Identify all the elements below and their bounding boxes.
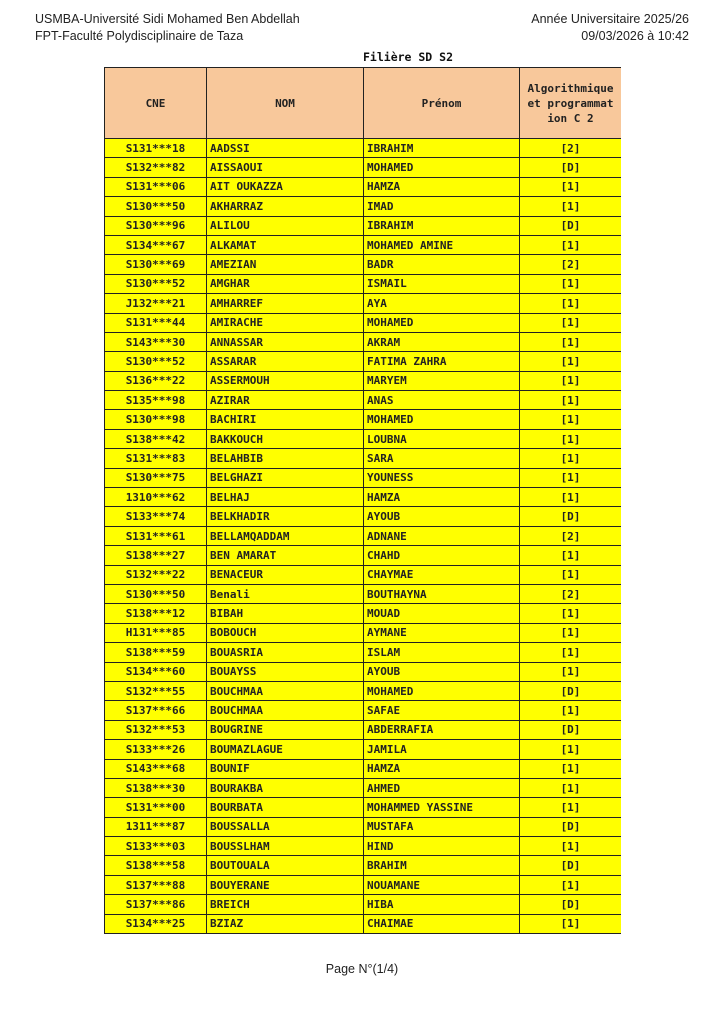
cell-prenom: BOUTHAYNA xyxy=(364,584,520,603)
cell-grade: [1] xyxy=(520,313,622,332)
cell-grade: [1] xyxy=(520,701,622,720)
cell-cne: S132***55 xyxy=(105,681,207,700)
print-datetime: 09/03/2026 à 10:42 xyxy=(581,29,689,43)
cell-grade: [D] xyxy=(520,895,622,914)
cell-prenom: AHMED xyxy=(364,778,520,797)
cell-prenom: ISLAM xyxy=(364,643,520,662)
cell-nom: BAKKOUCH xyxy=(207,429,364,448)
table-row xyxy=(105,216,622,235)
cell-prenom: NOUAMANE xyxy=(364,875,520,894)
cell-grade: [1] xyxy=(520,429,622,448)
cell-nom: AMHARREF xyxy=(207,294,364,313)
cell-prenom: SARA xyxy=(364,449,520,468)
cell-nom: ASSARAR xyxy=(207,352,364,371)
cell-cne: S137***66 xyxy=(105,701,207,720)
cell-cne: S131***00 xyxy=(105,798,207,817)
table-row xyxy=(105,546,622,565)
table-row xyxy=(105,914,622,933)
table-row xyxy=(105,507,622,526)
date-header xyxy=(531,11,689,45)
cell-prenom: HAMZA xyxy=(364,177,520,196)
cell-nom: BENACEUR xyxy=(207,565,364,584)
cell-nom: AMEZIAN xyxy=(207,255,364,274)
cell-cne: S130***98 xyxy=(105,410,207,429)
cell-grade: [1] xyxy=(520,235,622,254)
cell-grade: [2] xyxy=(520,255,622,274)
cell-prenom: JAMILA xyxy=(364,740,520,759)
table-body xyxy=(105,139,622,934)
cell-nom: BELGHAZI xyxy=(207,468,364,487)
page-number: Page N°(1/4) xyxy=(325,962,399,976)
cell-nom: BOUCHMAA xyxy=(207,681,364,700)
table-row xyxy=(105,488,622,507)
cell-cne: S133***74 xyxy=(105,507,207,526)
cell-prenom: IBRAHIM xyxy=(364,139,520,158)
cell-prenom: CHAIMAE xyxy=(364,914,520,933)
cell-nom: BIBAH xyxy=(207,604,364,623)
cell-grade: [1] xyxy=(520,332,622,351)
table-row xyxy=(105,701,622,720)
column-header-nom: NOM xyxy=(207,68,364,139)
cell-cne: S134***67 xyxy=(105,235,207,254)
cell-prenom: MUSTAFA xyxy=(364,817,520,836)
table-row xyxy=(105,681,622,700)
cell-grade: [1] xyxy=(520,410,622,429)
cell-cne: S137***88 xyxy=(105,875,207,894)
cell-prenom: AYOUB xyxy=(364,662,520,681)
table-row xyxy=(105,235,622,254)
cell-prenom: MOHAMED AMINE xyxy=(364,235,520,254)
cell-prenom: MOUAD xyxy=(364,604,520,623)
table-row xyxy=(105,798,622,817)
cell-grade: [D] xyxy=(520,856,622,875)
table-row xyxy=(105,139,622,158)
cell-prenom: HAMZA xyxy=(364,759,520,778)
cell-prenom: HIND xyxy=(364,837,520,856)
cell-nom: BOUGRINE xyxy=(207,720,364,739)
cell-nom: AZIRAR xyxy=(207,391,364,410)
cell-cne: S138***59 xyxy=(105,643,207,662)
cell-cne: S130***75 xyxy=(105,468,207,487)
cell-cne: S131***06 xyxy=(105,177,207,196)
table-row xyxy=(105,584,622,603)
cell-cne: S131***83 xyxy=(105,449,207,468)
cell-prenom: MARYEM xyxy=(364,371,520,390)
cell-nom: BZIAZ xyxy=(207,914,364,933)
cell-grade: [D] xyxy=(520,817,622,836)
cell-nom: AISSAOUI xyxy=(207,158,364,177)
cell-prenom: LOUBNA xyxy=(364,429,520,448)
cell-grade: [1] xyxy=(520,449,622,468)
cell-grade: [D] xyxy=(520,158,622,177)
table-row xyxy=(105,604,622,623)
cell-grade: [1] xyxy=(520,914,622,933)
cell-cne: S136***22 xyxy=(105,371,207,390)
cell-cne: S143***30 xyxy=(105,332,207,351)
cell-grade: [1] xyxy=(520,371,622,390)
cell-cne: S135***98 xyxy=(105,391,207,410)
cell-nom: AADSSI xyxy=(207,139,364,158)
cell-nom: BOUASRIA xyxy=(207,643,364,662)
table-row xyxy=(105,643,622,662)
cell-nom: BELKHADIR xyxy=(207,507,364,526)
cell-prenom: CHAHD xyxy=(364,546,520,565)
cell-nom: BACHIRI xyxy=(207,410,364,429)
table-row xyxy=(105,817,622,836)
cell-cne: S138***30 xyxy=(105,778,207,797)
table-row xyxy=(105,294,622,313)
cell-prenom: FATIMA ZAHRA xyxy=(364,352,520,371)
faculty-name: FPT-Faculté Polydisciplinaire de Taza xyxy=(35,29,244,43)
table-row xyxy=(105,158,622,177)
table-row xyxy=(105,856,622,875)
cell-cne: S132***53 xyxy=(105,720,207,739)
cell-grade: [1] xyxy=(520,875,622,894)
cell-cne: S138***12 xyxy=(105,604,207,623)
column-header-prenom: Prénom xyxy=(364,68,520,139)
table-row xyxy=(105,255,622,274)
cell-nom: AMGHAR xyxy=(207,274,364,293)
cell-grade: [1] xyxy=(520,623,622,642)
table-row xyxy=(105,895,622,914)
results-table xyxy=(104,67,621,934)
cell-cne: S133***26 xyxy=(105,740,207,759)
institution-header xyxy=(35,11,300,45)
cell-nom: BOUSSLHAM xyxy=(207,837,364,856)
cell-cne: S137***86 xyxy=(105,895,207,914)
cell-cne: S132***22 xyxy=(105,565,207,584)
table-row xyxy=(105,391,622,410)
cell-cne: S134***60 xyxy=(105,662,207,681)
table-row xyxy=(105,410,622,429)
cell-prenom: MOHAMED xyxy=(364,158,520,177)
cell-grade: [1] xyxy=(520,197,622,216)
cell-cne: S130***52 xyxy=(105,274,207,293)
cell-nom: BOBOUCH xyxy=(207,623,364,642)
cell-prenom: HIBA xyxy=(364,895,520,914)
cell-prenom: SAFAE xyxy=(364,701,520,720)
table-row xyxy=(105,449,622,468)
cell-grade: [1] xyxy=(520,643,622,662)
cell-grade: [1] xyxy=(520,798,622,817)
cell-nom: Benali xyxy=(207,584,364,603)
cell-cne: S131***44 xyxy=(105,313,207,332)
cell-grade: [2] xyxy=(520,139,622,158)
cell-cne: 1310***62 xyxy=(105,488,207,507)
column-header-algorithmique xyxy=(520,68,622,139)
cell-nom: BOUAYSS xyxy=(207,662,364,681)
cell-grade: [1] xyxy=(520,740,622,759)
cell-cne: 1311***87 xyxy=(105,817,207,836)
table-row xyxy=(105,837,622,856)
table-row xyxy=(105,313,622,332)
cell-nom: BOUTOUALA xyxy=(207,856,364,875)
cell-cne: S130***52 xyxy=(105,352,207,371)
table-row xyxy=(105,332,622,351)
table-row xyxy=(105,177,622,196)
table-header-row xyxy=(105,68,622,139)
cell-cne: S143***68 xyxy=(105,759,207,778)
cell-cne: S138***27 xyxy=(105,546,207,565)
cell-nom: BELLAMQADDAM xyxy=(207,526,364,545)
cell-prenom: YOUNESS xyxy=(364,468,520,487)
cell-grade: [1] xyxy=(520,294,622,313)
cell-prenom: BADR xyxy=(364,255,520,274)
cell-grade: [1] xyxy=(520,468,622,487)
table-row xyxy=(105,662,622,681)
cell-nom: ALKAMAT xyxy=(207,235,364,254)
cell-nom: BOUMAZLAGUE xyxy=(207,740,364,759)
cell-cne: H131***85 xyxy=(105,623,207,642)
cell-prenom: MOHAMMED YASSINE xyxy=(364,798,520,817)
cell-nom: ANNASSAR xyxy=(207,332,364,351)
cell-prenom: HAMZA xyxy=(364,488,520,507)
cell-nom: ASSERMOUH xyxy=(207,371,364,390)
cell-cne: S130***50 xyxy=(105,584,207,603)
cell-nom: AMIRACHE xyxy=(207,313,364,332)
cell-prenom: MOHAMED xyxy=(364,313,520,332)
table-row xyxy=(105,526,622,545)
table-row xyxy=(105,720,622,739)
cell-nom: AKHARRAZ xyxy=(207,197,364,216)
table-row xyxy=(105,623,622,642)
cell-nom: BREICH xyxy=(207,895,364,914)
cell-nom: BOUSSALLA xyxy=(207,817,364,836)
cell-nom: BOUYERANE xyxy=(207,875,364,894)
cell-cne: S133***03 xyxy=(105,837,207,856)
cell-prenom: CHAYMAE xyxy=(364,565,520,584)
table-row xyxy=(105,197,622,216)
table-row xyxy=(105,759,622,778)
cell-cne: J132***21 xyxy=(105,294,207,313)
cell-nom: BOUNIF xyxy=(207,759,364,778)
academic-year: Année Universitaire 2025/26 xyxy=(531,12,689,26)
cell-cne: S138***58 xyxy=(105,856,207,875)
cell-grade: [1] xyxy=(520,759,622,778)
table-row xyxy=(105,352,622,371)
cell-cne: S130***96 xyxy=(105,216,207,235)
cell-prenom: AYOUB xyxy=(364,507,520,526)
cell-grade: [1] xyxy=(520,662,622,681)
table-row xyxy=(105,778,622,797)
cell-grade: [1] xyxy=(520,565,622,584)
cell-grade: [D] xyxy=(520,216,622,235)
cell-grade: [D] xyxy=(520,681,622,700)
cell-prenom: BRAHIM xyxy=(364,856,520,875)
cell-prenom: ISMAIL xyxy=(364,274,520,293)
cell-prenom: AYMANE xyxy=(364,623,520,642)
cell-grade: [1] xyxy=(520,177,622,196)
cell-nom: BOUCHMAA xyxy=(207,701,364,720)
cell-prenom: AYA xyxy=(364,294,520,313)
cell-nom: BOURBATA xyxy=(207,798,364,817)
filiere-title: Filière SD S2 xyxy=(363,50,454,64)
table-row xyxy=(105,565,622,584)
cell-grade: [2] xyxy=(520,584,622,603)
cell-nom: BELHAJ xyxy=(207,488,364,507)
cell-prenom: IMAD xyxy=(364,197,520,216)
university-name: USMBA-Université Sidi Mohamed Ben Abdellah xyxy=(35,12,300,26)
cell-cne: S138***42 xyxy=(105,429,207,448)
cell-grade: [1] xyxy=(520,546,622,565)
cell-prenom: ANAS xyxy=(364,391,520,410)
cell-prenom: MOHAMED xyxy=(364,410,520,429)
cell-grade: [D] xyxy=(520,720,622,739)
cell-cne: S131***18 xyxy=(105,139,207,158)
cell-cne: S131***61 xyxy=(105,526,207,545)
cell-grade: [1] xyxy=(520,778,622,797)
cell-grade: [1] xyxy=(520,488,622,507)
cell-cne: S134***25 xyxy=(105,914,207,933)
cell-cne: S132***82 xyxy=(105,158,207,177)
cell-grade: [1] xyxy=(520,391,622,410)
cell-grade: [1] xyxy=(520,604,622,623)
table-row xyxy=(105,468,622,487)
cell-prenom: AKRAM xyxy=(364,332,520,351)
cell-cne: S130***69 xyxy=(105,255,207,274)
column-header-algorithmique-text: Algorithmique et programmation C 2 xyxy=(527,81,614,125)
table-row xyxy=(105,429,622,448)
table-row xyxy=(105,371,622,390)
cell-nom: BEN AMARAT xyxy=(207,546,364,565)
cell-cne: S130***50 xyxy=(105,197,207,216)
cell-nom: ALILOU xyxy=(207,216,364,235)
cell-grade: [1] xyxy=(520,352,622,371)
cell-prenom: ABDERRAFIA xyxy=(364,720,520,739)
cell-nom: BOURAKBA xyxy=(207,778,364,797)
column-header-cne: CNE xyxy=(105,68,207,139)
cell-grade: [1] xyxy=(520,837,622,856)
cell-nom: BELAHBIB xyxy=(207,449,364,468)
cell-prenom: MOHAMED xyxy=(364,681,520,700)
table-row xyxy=(105,740,622,759)
table-row xyxy=(105,875,622,894)
cell-nom: AIT OUKAZZA xyxy=(207,177,364,196)
table-row xyxy=(105,274,622,293)
cell-grade: [1] xyxy=(520,274,622,293)
cell-prenom: IBRAHIM xyxy=(364,216,520,235)
cell-prenom: ADNANE xyxy=(364,526,520,545)
cell-grade: [2] xyxy=(520,526,622,545)
cell-grade: [D] xyxy=(520,507,622,526)
